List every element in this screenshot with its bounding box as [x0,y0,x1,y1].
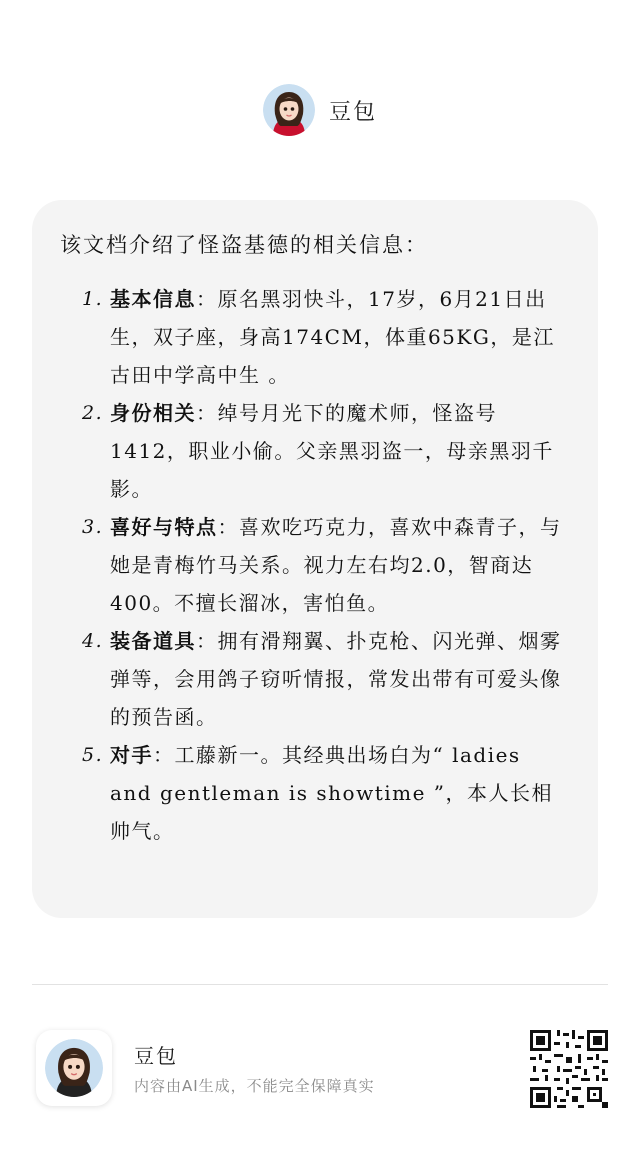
list-item [60,280,568,394]
qr-code-icon[interactable] [530,1030,608,1108]
item-text: ：原名黑羽快斗，17岁，6月21日出生，双子座，身高174CM，体重65KG，是江古田中学高中生 。 [110,287,555,387]
item-title: 基本信息 [110,287,196,311]
item-title: 喜好与特点 [110,515,218,539]
item-text: ：绰号月光下的魔术师，怪盗号1412，职业小偷。父亲黑羽盗一，母亲黑羽千影。 [110,401,554,501]
footer-app-name: 豆包 [134,1044,178,1068]
ai-disclaimer: 内容由AI生成，不能完全保障真实 [134,1077,375,1095]
message-card [32,200,598,918]
item-number: 4. [82,630,104,652]
intro-text: 该文档介绍了怪盗基德的相关信息： [60,233,428,257]
item-title: 对手 [110,743,153,767]
list-item [60,622,568,736]
list-item [60,394,568,508]
item-number: 2. [82,402,104,424]
header-title: 豆包 [328,99,377,125]
item-number: 5. [82,744,104,766]
item-number: 1. [82,288,104,310]
header [0,82,640,138]
list-item [60,736,568,850]
footer-avatar[interactable] [36,1030,112,1106]
avatar-icon [45,1039,103,1097]
item-title: 身份相关 [110,401,196,425]
item-number: 3. [82,516,104,538]
info-list [60,280,568,850]
item-text: ：喜欢吃巧克力，喜欢中森青子，与她是青梅竹马关系。视力左右均2.0，智商达400。不擅长溜冰，害怕鱼。 [110,515,562,615]
item-text: ：拥有滑翔翼、扑克枪、闪光弹、烟雾弹等，会用鸽子窃听情报，常发出带有可爱头像的预告函。 [110,629,562,729]
avatar-icon[interactable] [263,84,315,136]
item-title: 装备道具 [110,629,196,653]
divider [32,984,608,985]
list-item [60,508,568,622]
item-text: ：工藤新一。其经典出场白为“ ladies and gentleman is showtime ”，本人长相帅气。 [110,743,554,843]
